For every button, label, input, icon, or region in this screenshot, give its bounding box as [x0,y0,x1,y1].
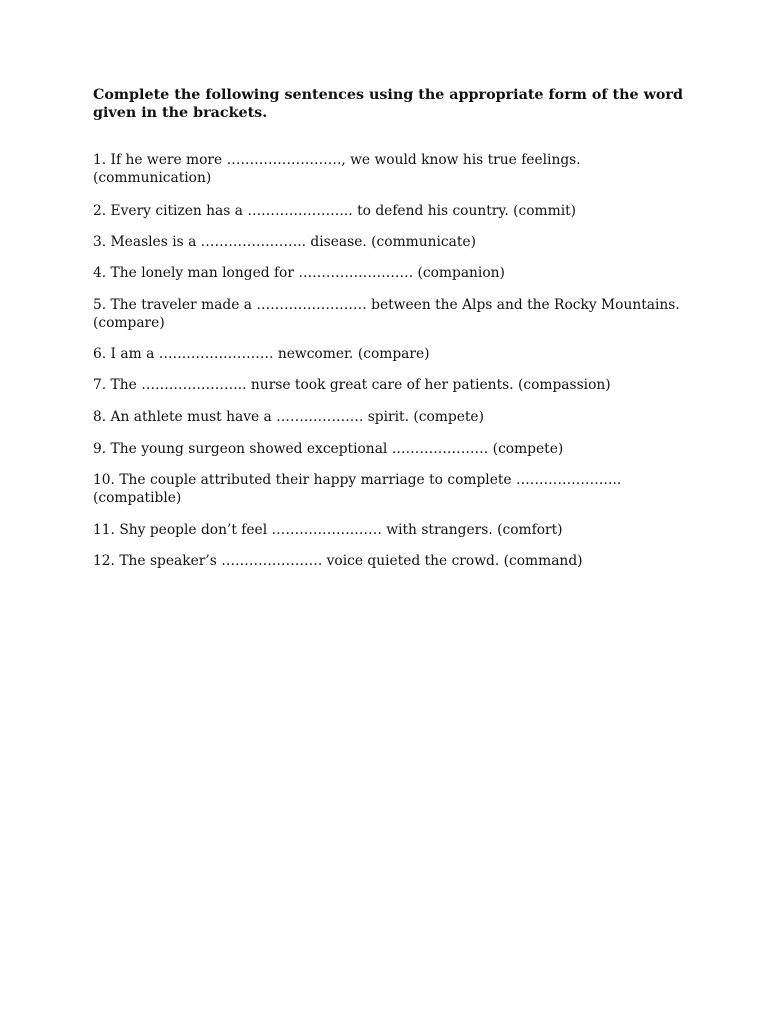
sentence-item-7: 7. The ………………….. nurse took great care of her patients. (compassion) [93,377,611,393]
sentence-item-12: 12. The speaker’s …………………. voice quieted the crowd. (command) [93,553,583,569]
sentence-item-1: 1. If he were more ……………………., we would know his true feelings. (communication) [93,152,581,186]
sentence-item-6: 6. I am a ……………………. newcomer. (compare) [93,346,430,362]
sentence-item-11: 11. Shy people don’t feel …………………… with strangers. (comfort) [93,522,563,538]
instructions-heading: Complete the following sentences using the appropriate form of the word given in the brackets. [93,87,683,121]
sentence-item-8: 8. An athlete must have a ………………. spirit. (compete) [93,409,484,425]
sentence-item-2: 2. Every citizen has a ………………….. to defend his country. (commit) [93,203,577,219]
sentence-item-10: 10. The couple attributed their happy marriage to complete ………………….. (compatible) [93,472,622,506]
sentence-item-3: 3. Measles is a ………………….. disease. (communicate) [93,234,476,250]
sentence-item-9: 9. The young surgeon showed exceptional ………………… (compete) [93,441,564,457]
sentence-item-4: 4. The lonely man longed for ……………………. (companion) [93,265,505,281]
sentence-item-5: 5. The traveler made a …………………… between the Alps and the Rocky Mountains. (compare) [93,297,680,331]
